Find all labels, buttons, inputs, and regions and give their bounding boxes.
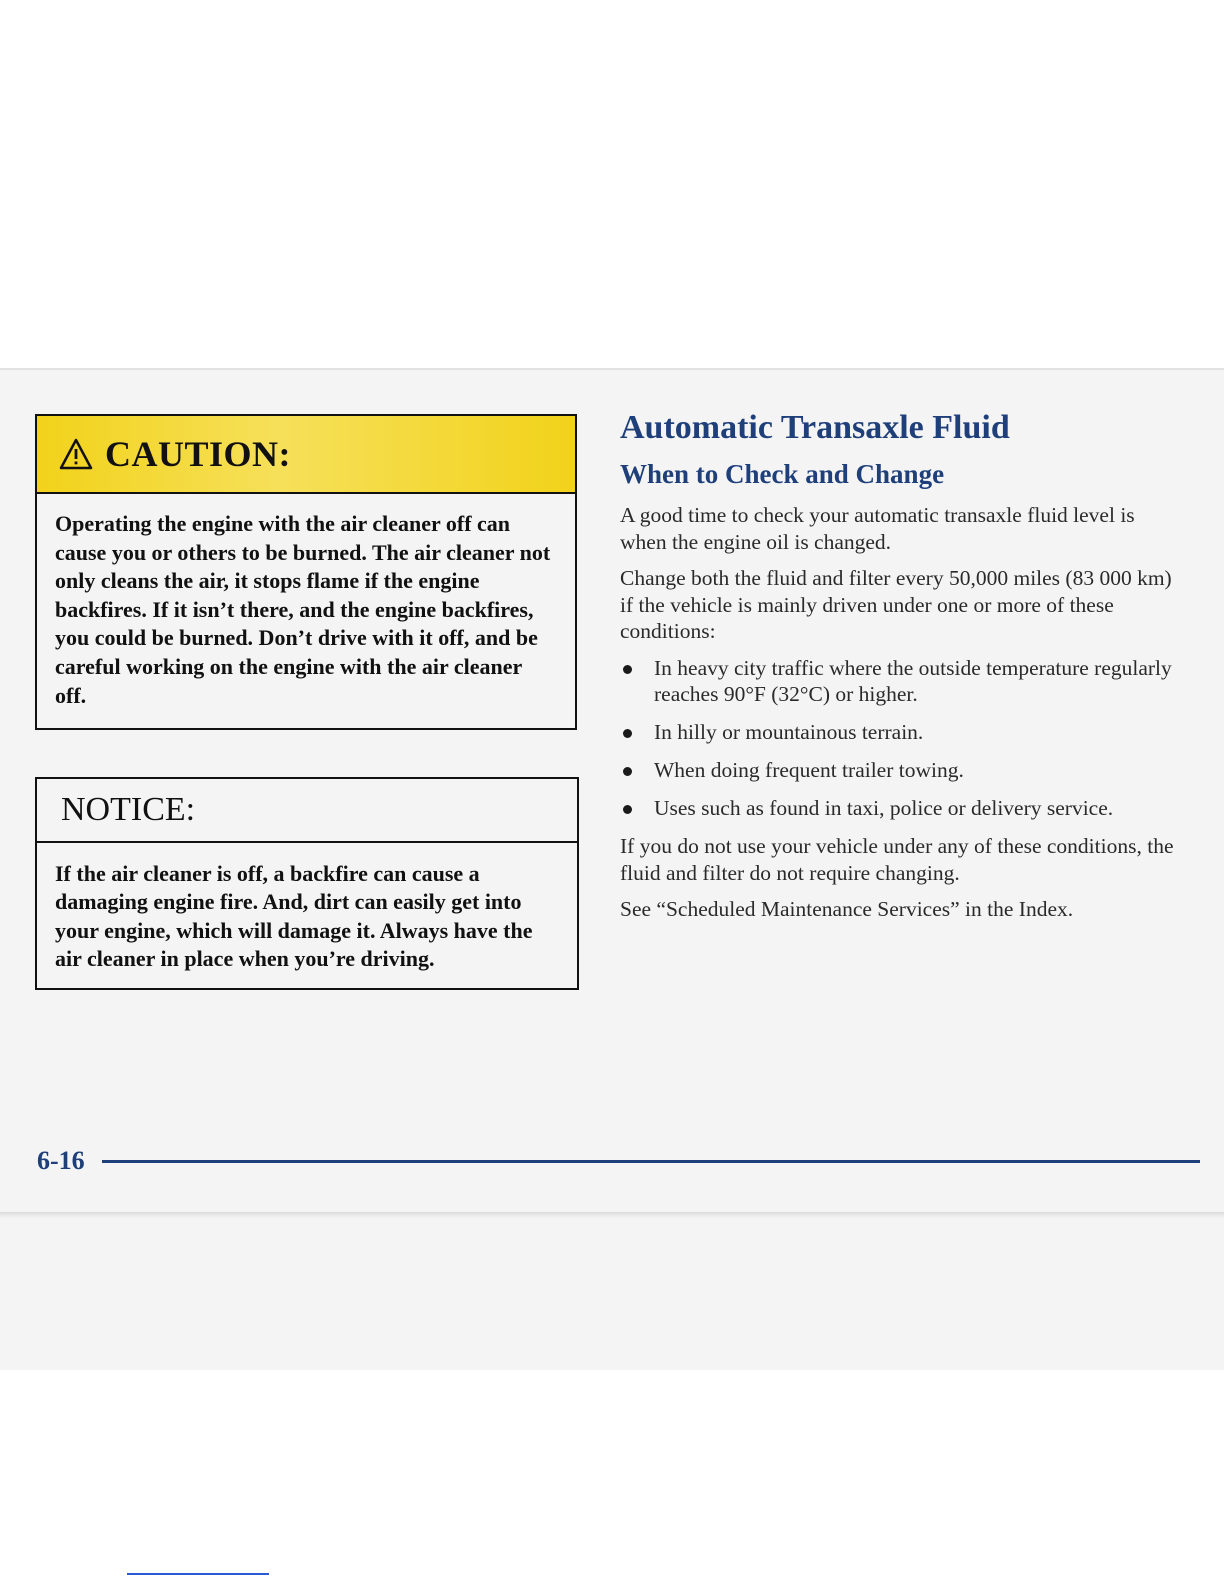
paragraph-change-interval: Change both the fluid and filter every 50,000 miles (83 000 km) if the vehicle is mainly driven under one or more of these conditions: <box>620 566 1172 643</box>
paragraph-check-time: A good time to check your automatic transaxle fluid level is when the engine oil is changed. <box>620 503 1135 554</box>
bullet-icon <box>623 805 632 814</box>
list-item: Uses such as found in taxi, police or delivery service. <box>620 795 1180 822</box>
list-item: In heavy city traffic where the outside temperature regularly reaches 90°F (32°C) or higher. <box>620 655 1180 708</box>
notice-header <box>37 779 577 843</box>
paragraph-no-change: If you do not use your vehicle under any of these conditions, the fluid and filter do not require changing. <box>620 834 1174 885</box>
caution-text: Operating the engine with the air cleaner off can cause you or others to be burned. The air cleaner not only cleans the air, it stops flame if the engine backfires. If it isn’t there, and the engine backfires, you could be burned. Don’t drive with it off, and be careful working on the engine with the air cleaner off. <box>55 511 551 708</box>
paragraph-see-index: See “Scheduled Maintenance Services” in the Index. <box>620 897 1074 921</box>
section-subheading: When to Check and Change <box>620 459 945 489</box>
list-item: In hilly or mountainous terrain. <box>620 719 1180 746</box>
notice-text: If the air cleaner is off, a backfire can cause a damaging engine fire. And, dirt can easily get into your engine, which will damage it. Always have the air cleaner in place when you’re driving. <box>55 861 533 971</box>
page-edge-shadow <box>0 1212 1224 1218</box>
bullet-icon <box>623 665 632 674</box>
bullet-icon <box>623 767 632 776</box>
notice-title: NOTICE: <box>61 791 196 828</box>
conditions-list <box>620 655 1180 822</box>
list-item: When doing frequent trailer towing. <box>620 757 1180 784</box>
caution-title: CAUTION: <box>105 434 292 474</box>
page-footer <box>37 1146 1163 1176</box>
notice-box <box>35 777 579 990</box>
page-number: 6-16 <box>37 1146 85 1175</box>
warning-triangle-icon <box>59 438 93 470</box>
section-heading: Automatic Transaxle Fluid <box>620 409 1010 446</box>
bullet-icon <box>623 729 632 738</box>
caution-box <box>35 414 577 730</box>
footer-rule <box>102 1160 1200 1163</box>
link-underline <box>127 1573 269 1575</box>
transaxle-section <box>620 406 1180 923</box>
caution-header <box>37 416 575 494</box>
